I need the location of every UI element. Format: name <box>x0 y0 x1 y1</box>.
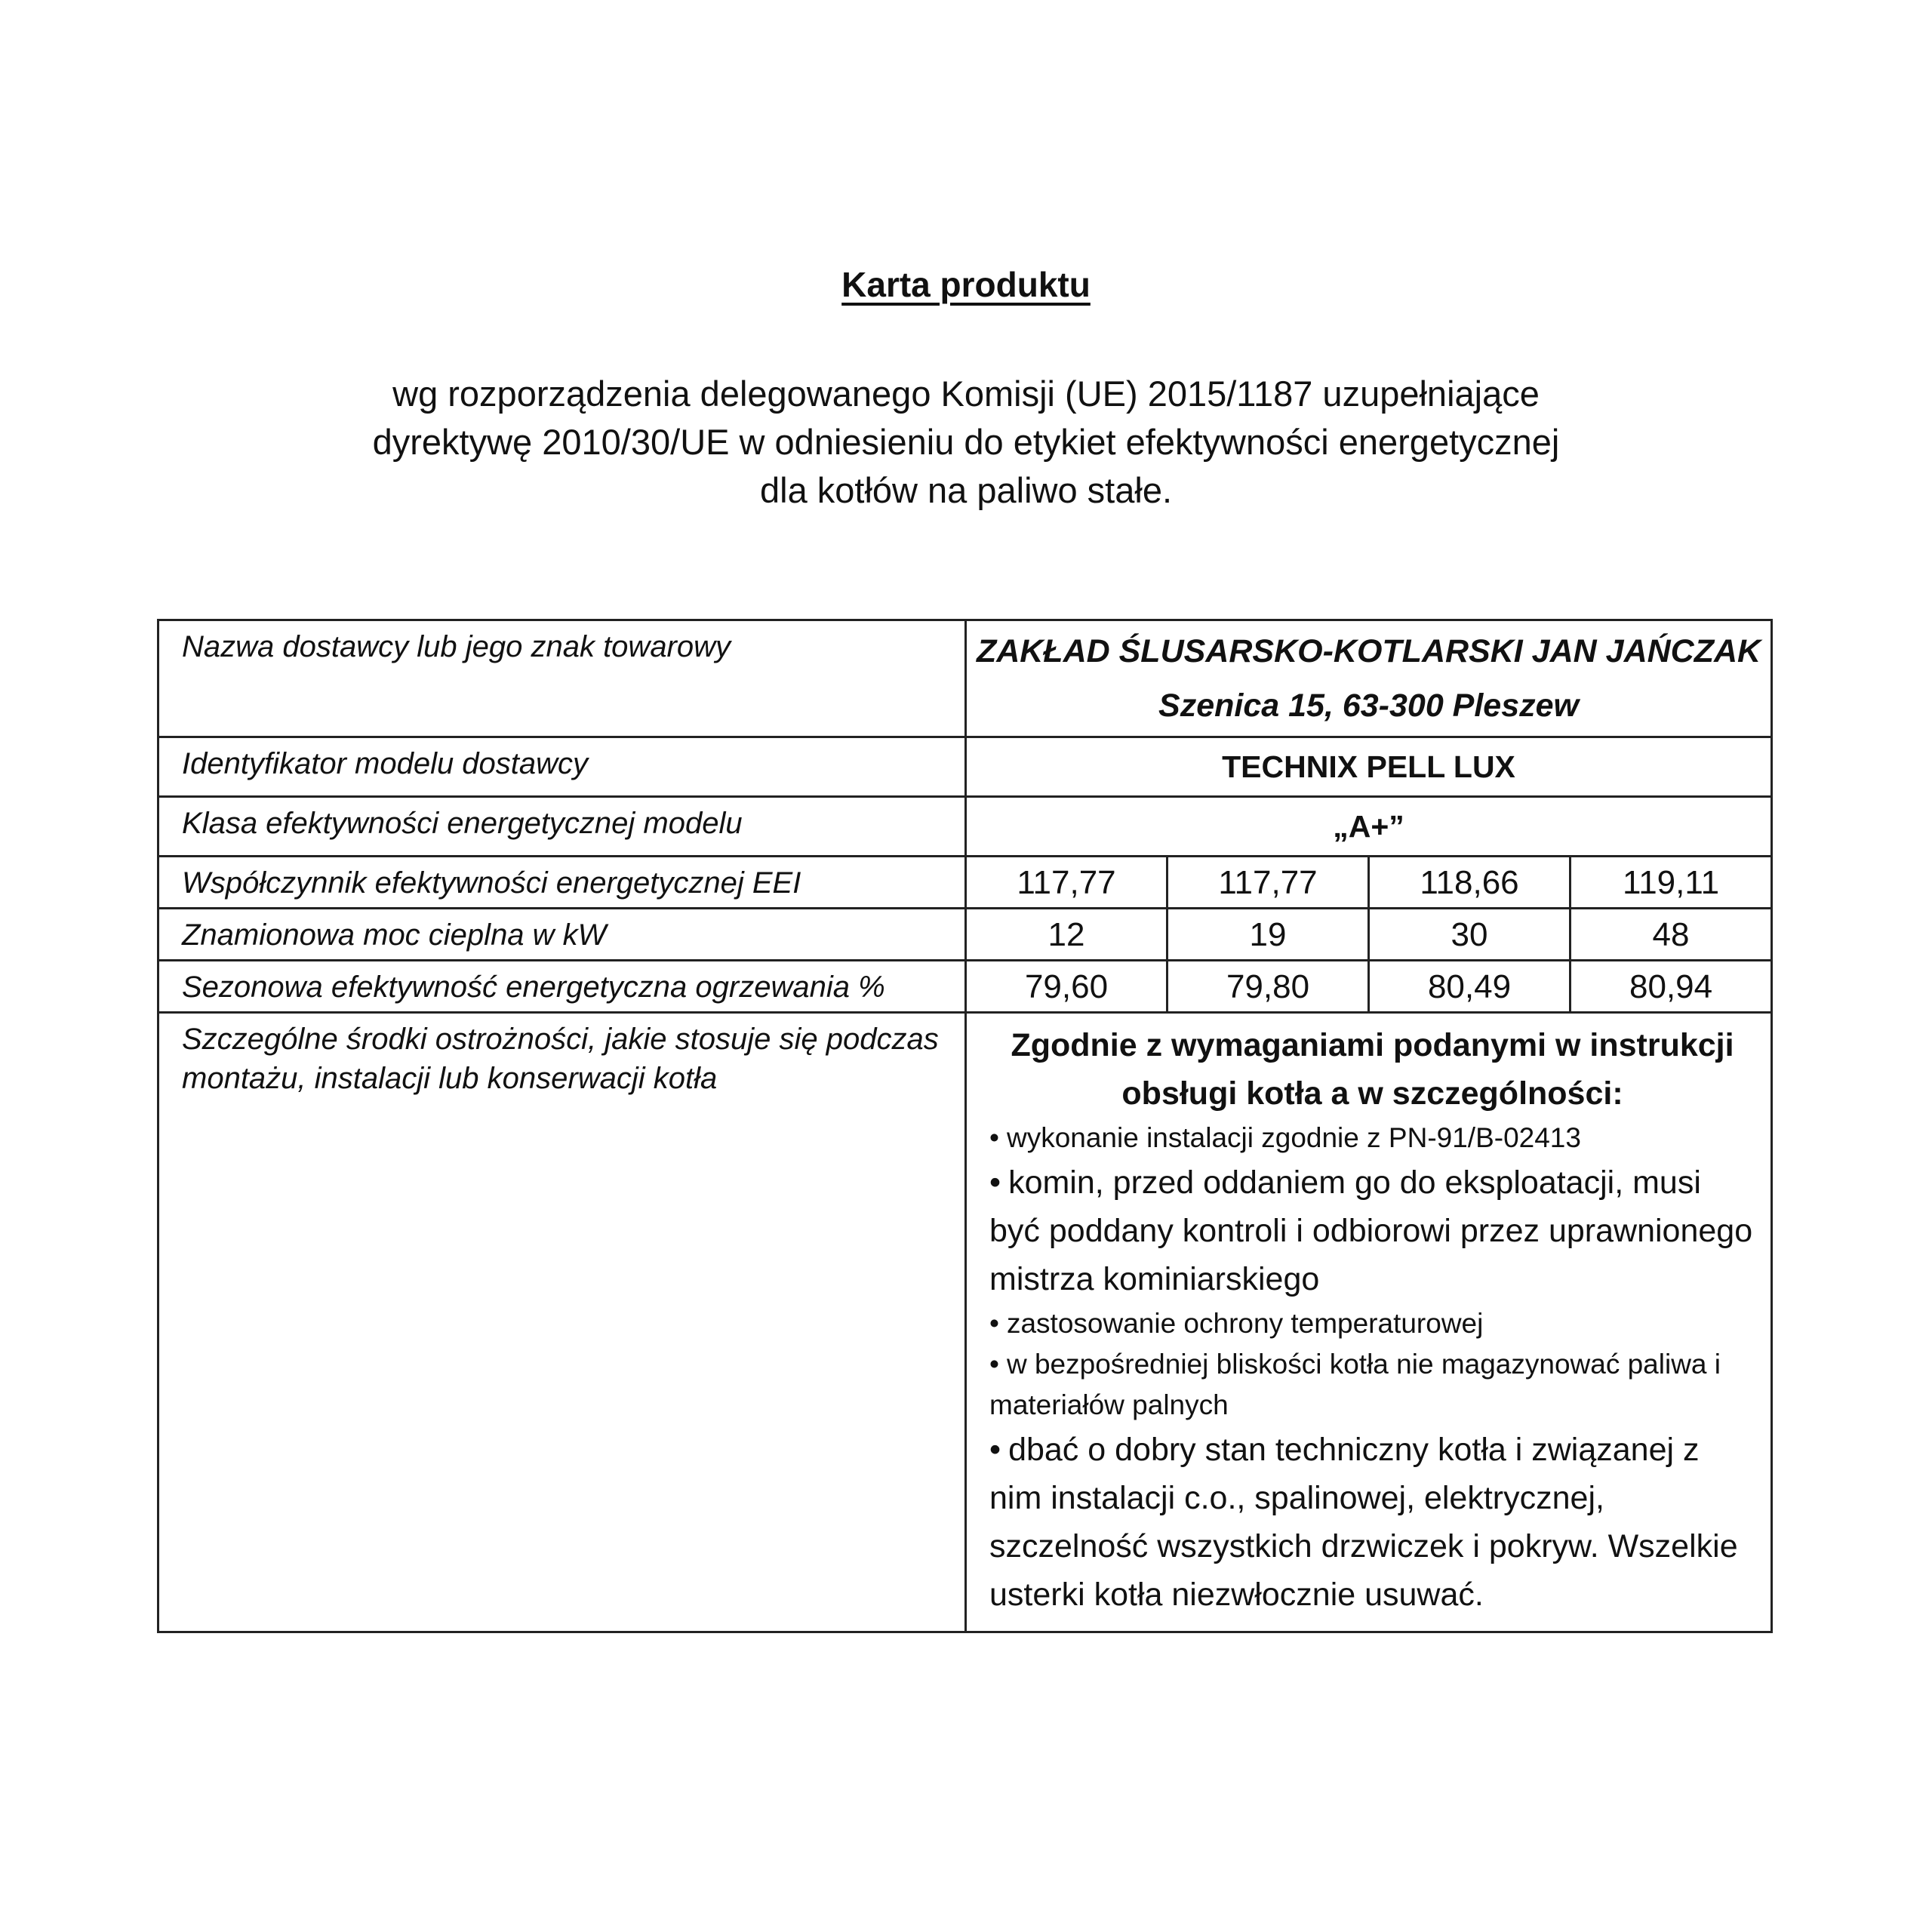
energy-class-value: „A+” <box>966 797 1772 857</box>
supplier-name: ZAKŁAD ŚLUSARSKO-KOTLARSKI JAN JAŃCZAK <box>976 633 1761 669</box>
model-row <box>158 737 1772 797</box>
precaution-item <box>989 1118 1755 1158</box>
rated-power-value: 12 <box>966 909 1168 961</box>
rated-power-value: 30 <box>1369 909 1571 961</box>
bullet-icon: • <box>989 1122 999 1153</box>
model-label: Identyfikator modelu dostawcy <box>158 737 966 797</box>
supplier-address: Szenica 15, 63-300 Pleszew <box>1158 688 1579 724</box>
eei-label: Współczynnik efektywności energetycznej EEI <box>158 857 966 909</box>
precaution-text: zastosowanie ochrony temperaturowej <box>1006 1308 1484 1339</box>
rated-power-value: 19 <box>1168 909 1369 961</box>
supplier-row <box>158 620 1772 737</box>
precaution-text: wykonanie instalacji zgodnie z PN-91/B-02413 <box>1006 1122 1581 1153</box>
subtitle-line: dla kotłów na paliwo stałe. <box>759 470 1173 510</box>
seasonal-efficiency-value: 79,80 <box>1168 961 1369 1013</box>
rated-power-label: Znamionowa moc cieplna w kW <box>158 909 966 961</box>
supplier-value <box>966 620 1772 737</box>
eei-value: 117,77 <box>1168 857 1369 909</box>
energy-class-label: Klasa efektywności energetycznej modelu <box>158 797 966 857</box>
precaution-text: dbać o dobry stan techniczny kotła i związanej z nim instalacji c.o., spalinowej, elektrycznej, szczelność wszystkich drzwiczek i pokryw. Wszelkie usterki kotła niezwłocznie usuwać. <box>989 1432 1738 1613</box>
precaution-item <box>989 1344 1755 1426</box>
seasonal-efficiency-row <box>158 961 1772 1013</box>
precautions-heading: Zgodnie z wymaganiami podanymi w instrukcji obsługi kotła a w szczególności: <box>1011 1027 1734 1112</box>
subtitle-line: wg rozporządzenia delegowanego Komisji (UE) 2015/1187 uzupełniające <box>392 374 1540 414</box>
bullet-icon: • <box>989 1349 999 1380</box>
seasonal-efficiency-value: 79,60 <box>966 961 1168 1013</box>
precaution-text: w bezpośredniej bliskości kotła nie magazynować paliwa i materiałów palnych <box>989 1349 1721 1420</box>
bullet-icon: • <box>989 1164 1001 1201</box>
precaution-item <box>989 1426 1755 1619</box>
seasonal-efficiency-value: 80,49 <box>1369 961 1571 1013</box>
precautions-row <box>158 1013 1772 1632</box>
precaution-text: komin, przed oddaniem go do eksploatacji, musi być poddany kontroli i odbiorowi przez uprawnionego mistrza kominiarskiego <box>989 1164 1753 1297</box>
precautions-notes <box>966 1013 1772 1632</box>
eei-value: 117,77 <box>966 857 1168 909</box>
eei-row <box>158 857 1772 909</box>
energy-class-row <box>158 797 1772 857</box>
precautions-label: Szczególne środki ostrożności, jakie stosuje się podczas montażu, instalacji lub konserwacji kotła <box>158 1013 966 1632</box>
regulation-subtitle <box>0 370 1932 515</box>
model-value: TECHNIX PELL LUX <box>966 737 1772 797</box>
seasonal-efficiency-value: 80,94 <box>1571 961 1772 1013</box>
bullet-icon: • <box>989 1432 1001 1468</box>
rated-power-row <box>158 909 1772 961</box>
precaution-item <box>989 1158 1755 1303</box>
subtitle-line: dyrektywę 2010/30/UE w odniesieniu do etykiet efektywności energetycznej <box>372 422 1560 462</box>
eei-value: 119,11 <box>1571 857 1772 909</box>
product-card-table <box>157 619 1773 1633</box>
page-title: Karta produktu <box>841 265 1091 304</box>
eei-value: 118,66 <box>1369 857 1571 909</box>
rated-power-value: 48 <box>1571 909 1772 961</box>
supplier-label: Nazwa dostawcy lub jego znak towarowy <box>158 620 966 737</box>
seasonal-efficiency-label: Sezonowa efektywność energetyczna ogrzewania % <box>158 961 966 1013</box>
precaution-item <box>989 1303 1755 1344</box>
bullet-icon: • <box>989 1308 999 1339</box>
